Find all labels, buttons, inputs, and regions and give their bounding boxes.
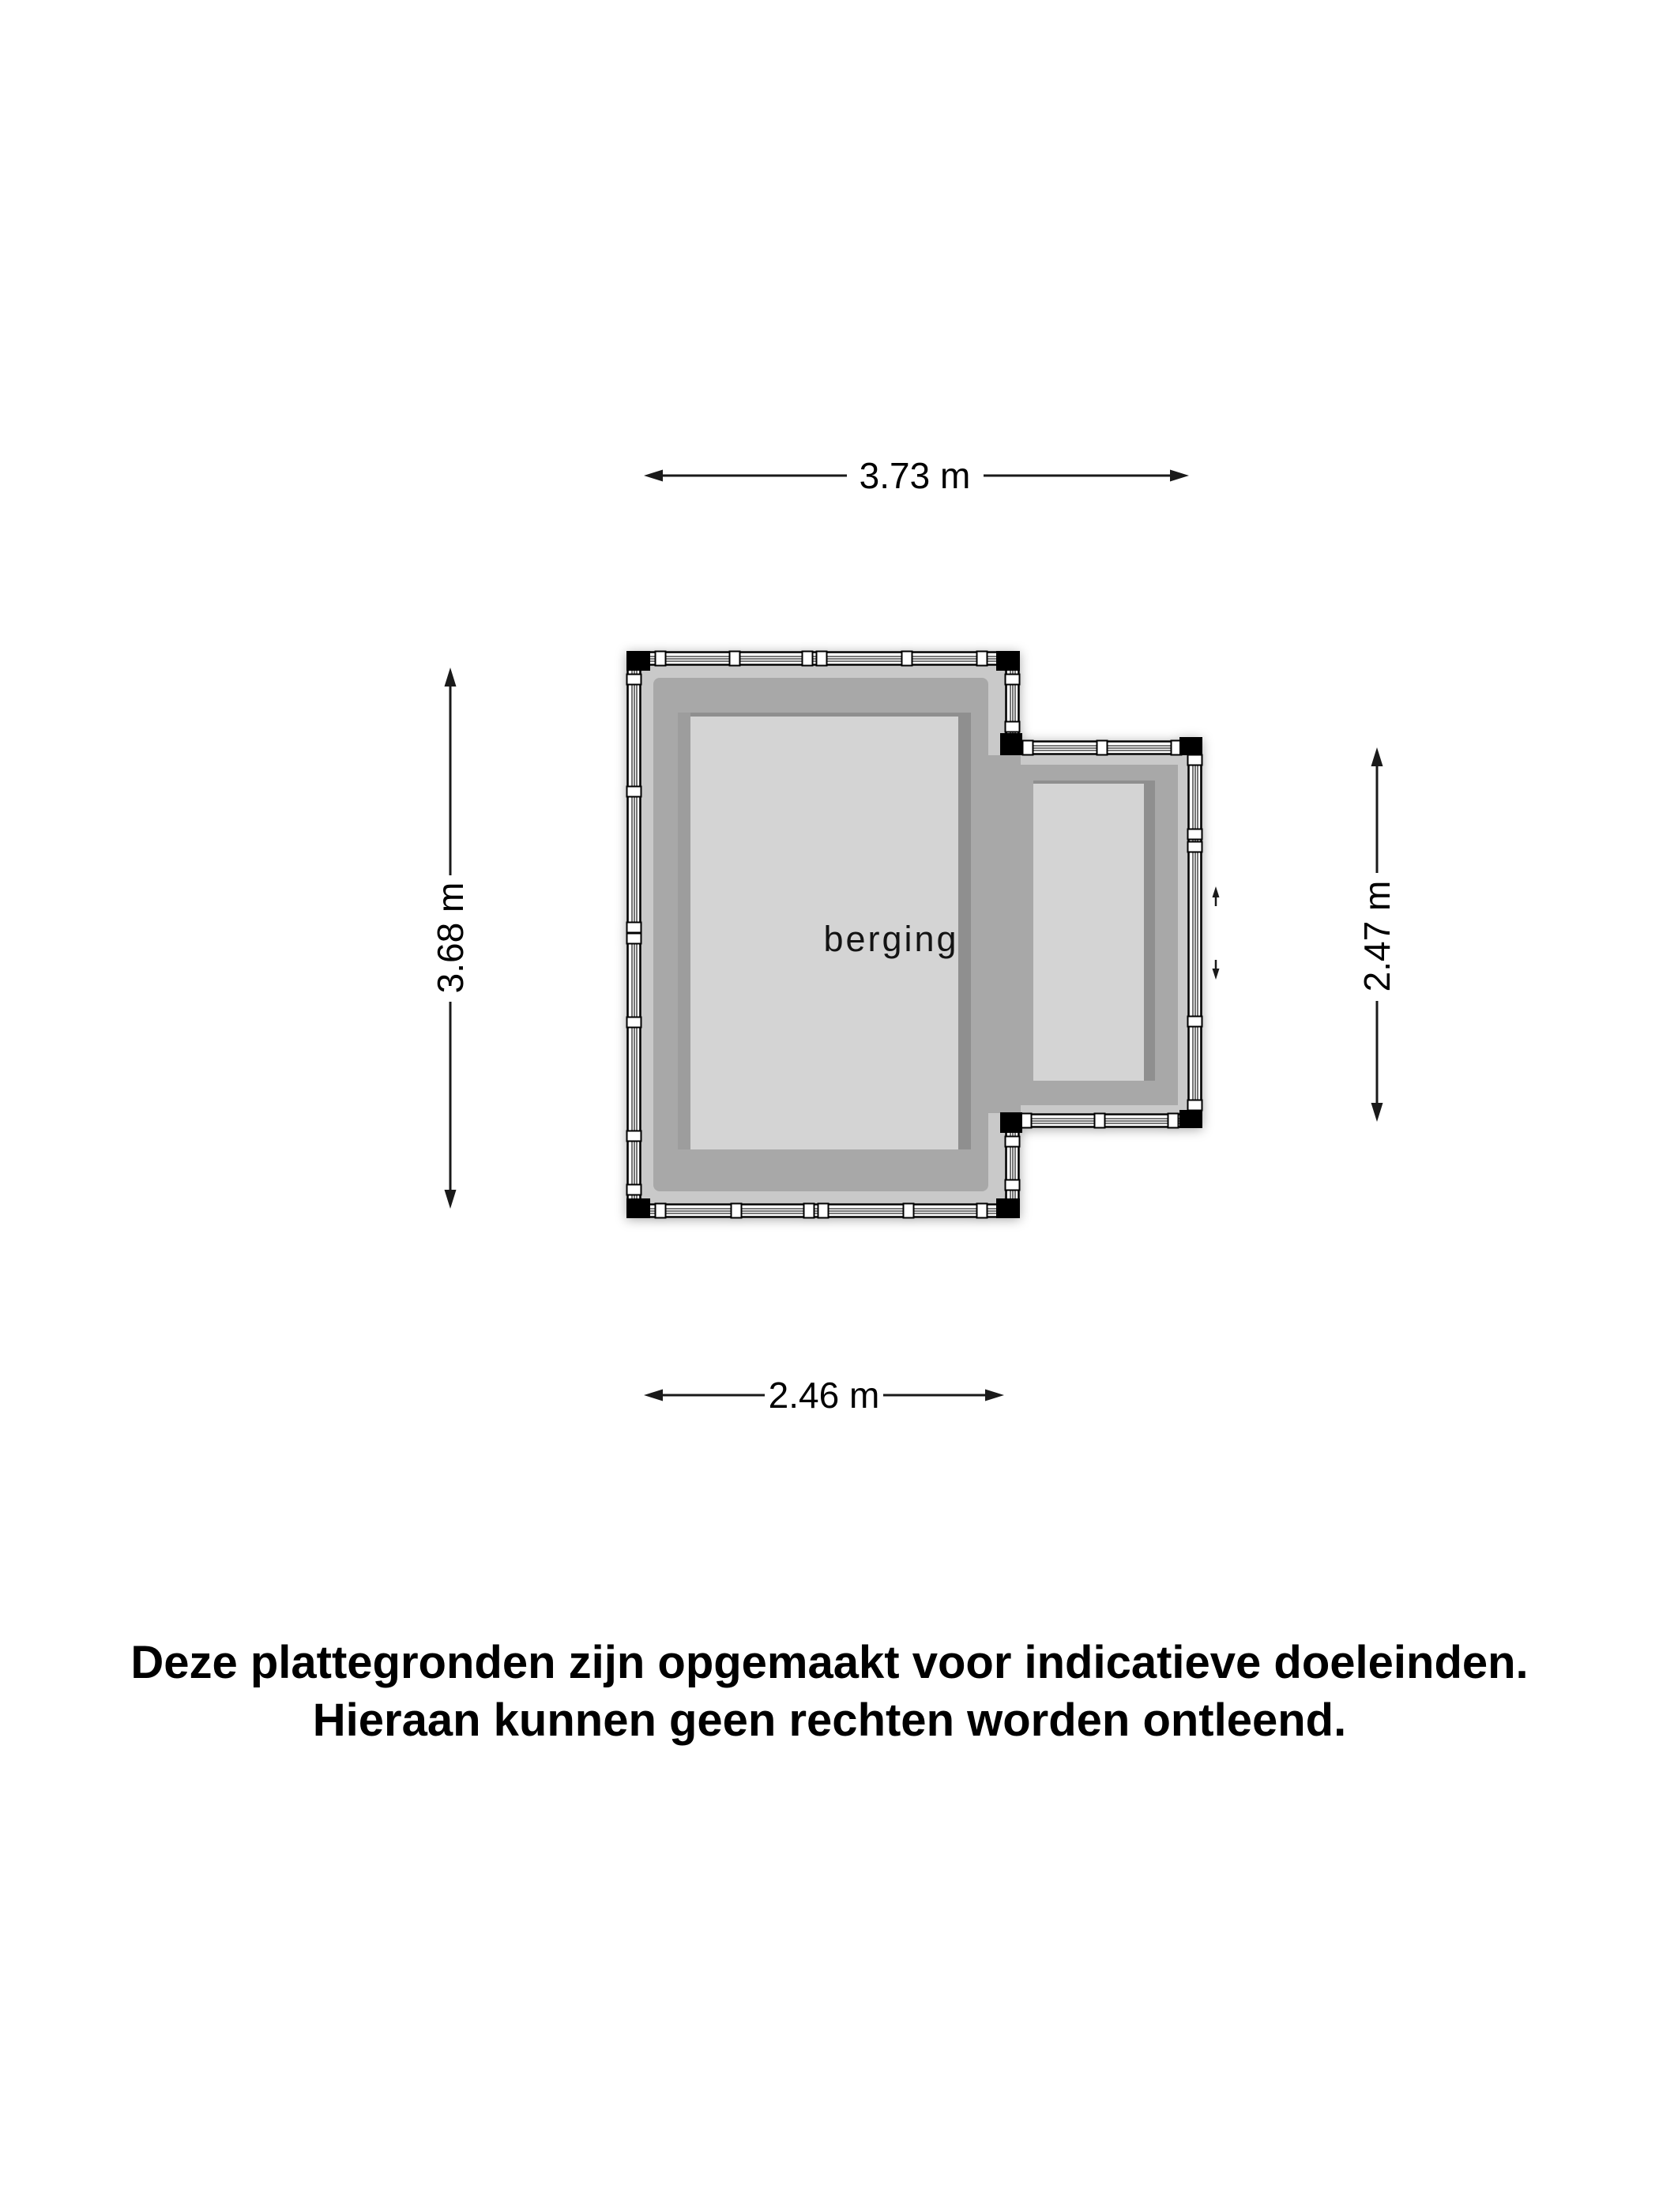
arrow-up-icon (445, 668, 457, 687)
arrow-right-icon (1170, 470, 1189, 482)
dimension-left (430, 668, 471, 1209)
dimension-right (1356, 747, 1398, 1122)
corner-ext-top-right (1179, 737, 1202, 755)
dimension-right-label: 2.47 m (1356, 880, 1398, 992)
arrow-right-icon (985, 1390, 1004, 1401)
arrow-left-icon (644, 1390, 663, 1401)
arrow-left-icon (644, 470, 663, 482)
room-label: berging (823, 919, 959, 959)
corner-main-top-left (626, 651, 650, 671)
ext-room-floor-top-edge (1033, 781, 1155, 784)
door-indicator (1213, 886, 1220, 980)
dimension-bottom-label: 2.46 m (768, 1375, 880, 1416)
corner-ext-junction-bottom (1000, 1112, 1022, 1133)
door-arrow-down-head-icon (1213, 969, 1220, 980)
disclaimer-line-2: Hieraan kunnen geen rechten worden ontleend. (312, 1695, 1347, 1746)
disclaimer-line-1: Deze plattegronden zijn opgemaakt voor indicatieve doeleinden. (130, 1637, 1529, 1688)
corner-main-bottom-right (996, 1198, 1020, 1218)
dimension-top-label: 3.73 m (859, 455, 971, 496)
dimension-bottom (644, 1375, 1004, 1416)
shared-wall (988, 755, 1021, 1113)
dimension-left-label: 3.68 m (430, 882, 471, 994)
corner-main-top-right (996, 651, 1020, 671)
arrow-up-icon (1371, 747, 1383, 766)
dimension-top (644, 455, 1189, 496)
corner-ext-bottom-right (1179, 1110, 1202, 1128)
ext-room-right-shadow (1144, 781, 1155, 1081)
building (626, 651, 1202, 1218)
wall-band-ext-right (1187, 740, 1202, 1128)
main-room-right-shadow (958, 713, 971, 1149)
door-arrow-up-head-icon (1213, 886, 1220, 897)
corner-ext-junction-top (1000, 733, 1022, 755)
main-room-left-shadow (678, 713, 690, 1149)
disclaimer (0, 1634, 1659, 1749)
arrow-down-icon (445, 1190, 457, 1209)
corner-main-bottom-left (626, 1198, 650, 1218)
arrow-down-icon (1371, 1103, 1383, 1122)
ext-room-floor (1033, 781, 1144, 1081)
main-room-floor-top-edge (690, 713, 971, 717)
